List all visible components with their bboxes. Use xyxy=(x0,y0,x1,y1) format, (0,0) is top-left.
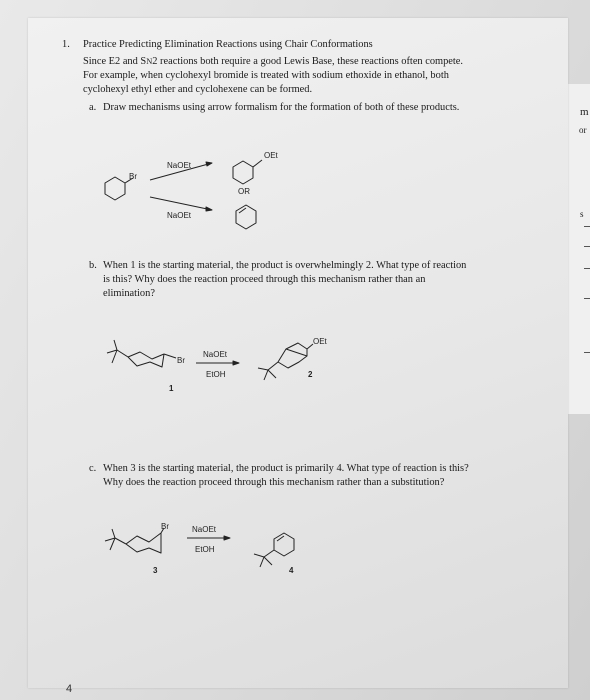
compound-4-label: 4 xyxy=(289,566,294,575)
part-b-oet-label: OEt xyxy=(313,337,327,346)
edge-text-3: s xyxy=(580,209,584,219)
part-b-br-label: Br xyxy=(177,356,185,365)
part-a-question: Draw mechanisms using arrow formalism for the formation of both of these products. xyxy=(103,102,460,113)
compound-2-label: 2 xyxy=(308,370,313,379)
part-a-reagent-bottom: NaOEt xyxy=(167,211,192,220)
chair-compound-1 xyxy=(107,340,176,367)
cyclohexene-compound-4 xyxy=(254,533,294,567)
bond-c-o xyxy=(253,160,262,167)
part-a-reagent-top: NaOEt xyxy=(167,161,192,170)
part-b-letter: b. xyxy=(89,260,97,271)
part-c-line-2: Why does the reaction proceed through this mechanism rather than a substitution? xyxy=(103,477,445,488)
part-a-oet-label: OEt xyxy=(264,151,278,160)
problem-title: Practice Predicting Elimination Reactions using Chair Conformations xyxy=(83,39,373,50)
part-a-or-label: OR xyxy=(238,187,250,196)
reaction-arrow-bottom xyxy=(150,197,212,210)
part-c-letter: c. xyxy=(89,463,97,474)
part-b-reagent-bottom: EtOH xyxy=(206,370,226,379)
part-b-reagent-top: NaOEt xyxy=(203,350,228,359)
cyclohexane-ring-start xyxy=(105,177,125,200)
intro-line-2: For example, when cyclohexyl bromide is treated with sodium ethoxide in ethanol, both xyxy=(83,70,449,81)
intro-line-1: Since E2 and SN2 reactions both require a good Lewis Base, these reactions often compete. xyxy=(83,56,464,67)
part-b-line-2: is this? Why does the reaction proceed through this mechanism rather than an xyxy=(103,274,426,285)
bond-c-br xyxy=(125,178,133,183)
chair-compound-3 xyxy=(105,528,164,553)
compound-1-label: 1 xyxy=(169,384,174,393)
part-b-line-1: When 1 is the starting material, the product is overwhelmingly 2. What type of reaction xyxy=(103,260,467,271)
reaction-arrow-top xyxy=(150,163,212,180)
page-number: 4 xyxy=(66,683,73,695)
edge-text-1: m xyxy=(580,106,589,118)
part-c-line-1: When 3 is the starting material, the product is primarily 4. What type of reaction is this? xyxy=(103,463,469,474)
part-b-line-3: elimination? xyxy=(103,288,155,299)
cyclohexane-ring-ether xyxy=(233,161,253,184)
edge-text-2: or xyxy=(579,125,587,135)
part-a-br-label: Br xyxy=(129,172,137,181)
part-c-reagent-bottom: EtOH xyxy=(195,545,215,554)
part-a-letter: a. xyxy=(89,102,97,113)
compound-3-label: 3 xyxy=(153,566,158,575)
part-c-reagent-top: NaOEt xyxy=(192,525,217,534)
problem-number: 1. xyxy=(62,39,70,50)
part-c-br-label: Br xyxy=(161,522,169,531)
intro-line-3: cyclohexyl ethyl ether and cyclohexene can be formed. xyxy=(83,84,313,95)
chair-compound-2 xyxy=(258,343,313,380)
